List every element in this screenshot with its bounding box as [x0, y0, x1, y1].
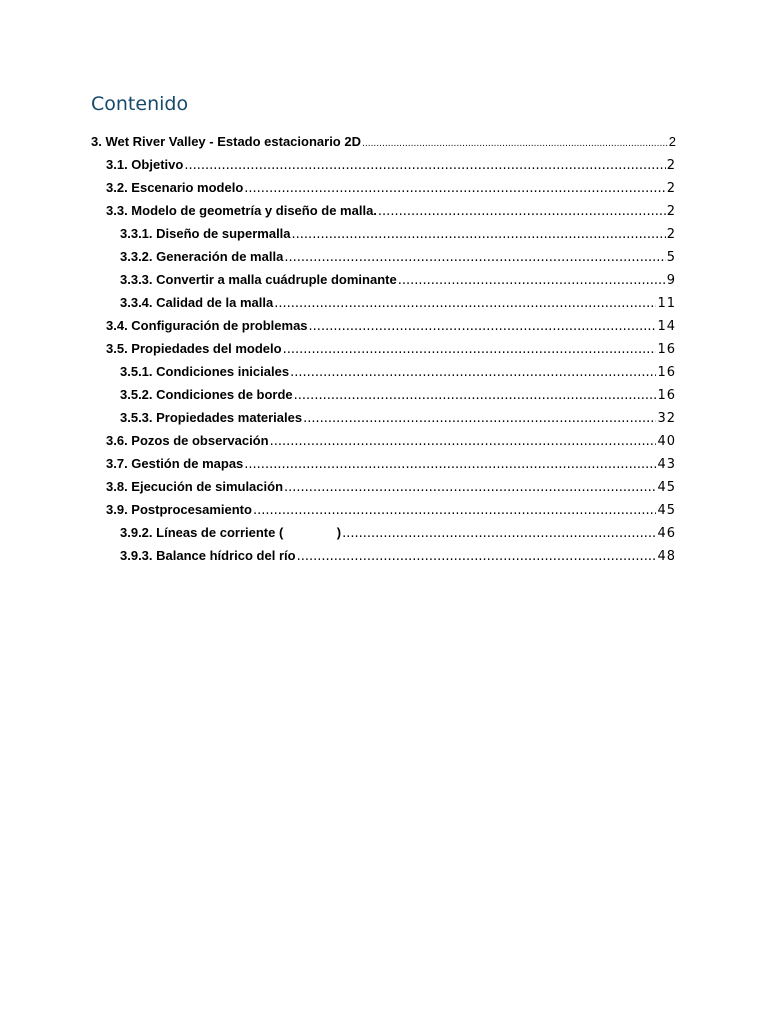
- toc-leader: [283, 338, 657, 360]
- toc-entry-label: 3.4. Configuración de problemas: [106, 318, 308, 333]
- toc-entry-page: 2: [668, 134, 676, 149]
- toc-entry-page: 2: [666, 158, 676, 173]
- toc-entry-page: 40: [657, 434, 676, 449]
- toc-entry[interactable]: [106, 199, 676, 222]
- toc-entry[interactable]: [106, 314, 676, 337]
- toc-leader: [362, 133, 668, 153]
- toc-entry-label: 3.3.4. Calidad de la malla: [120, 295, 274, 310]
- toc-entry-page: 16: [657, 388, 676, 403]
- toc-entry[interactable]: [120, 291, 676, 314]
- toc-entry-label: 3.5.1. Condiciones iniciales: [120, 364, 290, 379]
- toc-entry-label: 3.5.3. Propiedades materiales: [120, 410, 303, 425]
- toc-entry-page: 9: [666, 273, 676, 288]
- toc-entry-page: 2: [666, 227, 676, 242]
- toc-leader: [244, 177, 665, 199]
- toc-entry[interactable]: [106, 337, 676, 360]
- toc-entry-label: 3.3. Modelo de geometría y diseño de malla.: [106, 203, 377, 218]
- toc-entry-page: 46: [657, 526, 676, 541]
- toc-entry-page: 2: [666, 204, 676, 219]
- toc-entry[interactable]: [106, 475, 676, 498]
- toc-entry-label: 3.6. Pozos de observación: [106, 433, 269, 448]
- toc-entry-label: 3.3.2. Generación de malla: [120, 249, 284, 264]
- toc-entry[interactable]: [106, 452, 676, 475]
- toc-entry-page: 16: [657, 365, 676, 380]
- toc-leader: [309, 315, 657, 337]
- toc-leader: [294, 384, 657, 406]
- toc-entry[interactable]: [120, 222, 676, 245]
- toc-leader: [270, 430, 657, 452]
- toc-entry[interactable]: [120, 245, 676, 268]
- toc-entry-page: 45: [657, 480, 676, 495]
- toc-leader: [284, 246, 665, 268]
- toc-entry-label: 3.9. Postprocesamiento: [106, 502, 252, 517]
- toc-entry-label: 3.9.3. Balance hídrico del río: [120, 548, 296, 563]
- toc-entry-page: 45: [657, 503, 676, 518]
- toc-leader: [378, 200, 666, 222]
- toc-entry-page: 48: [657, 549, 676, 564]
- toc-entry[interactable]: [91, 130, 676, 153]
- toc-entry-label: 3.9.2. Líneas de corriente (: [120, 525, 284, 540]
- toc-entry-page: 43: [657, 457, 676, 472]
- toc-entry-page: 16: [657, 342, 676, 357]
- toc-entry-page: 32: [657, 411, 676, 426]
- toc-leader: [292, 223, 666, 245]
- table-of-contents: [0, 130, 768, 567]
- toc-entry[interactable]: [106, 176, 676, 199]
- toc-entry-label: 3.1. Objetivo: [106, 157, 184, 172]
- toc-entry-page: 5: [666, 250, 676, 265]
- toc-entry[interactable]: [120, 521, 676, 544]
- toc-entry-label: 3.5.2. Condiciones de borde: [120, 387, 293, 402]
- toc-entry-label: 3. Wet River Valley - Estado estacionario 2D: [91, 134, 361, 149]
- toc-entry[interactable]: [120, 406, 676, 429]
- toc-leader: [398, 269, 666, 291]
- toc-entry[interactable]: [106, 498, 676, 521]
- toc-leader: [184, 154, 665, 176]
- toc-entry-label: 3.5. Propiedades del modelo: [106, 341, 282, 356]
- toc-entry-label: 3.3.1. Diseño de supermalla: [120, 226, 291, 241]
- toc-leader: [244, 453, 656, 475]
- toc-entry[interactable]: [120, 383, 676, 406]
- toc-entry[interactable]: [120, 268, 676, 291]
- toc-entry[interactable]: [120, 544, 676, 567]
- toc-entry-label: 3.2. Escenario modelo: [106, 180, 244, 195]
- toc-leader: [274, 292, 656, 314]
- toc-leader: [290, 361, 656, 383]
- toc-title: Contenido: [91, 93, 189, 115]
- toc-entry-label: 3.3.3. Convertir a malla cuádruple dominante: [120, 272, 397, 287]
- toc-leader: [284, 476, 656, 498]
- toc-leader: [297, 545, 657, 567]
- toc-leader: [303, 407, 656, 429]
- toc-entry-label: 3.8. Ejecución de simulación: [106, 479, 284, 494]
- toc-entry-label: 3.7. Gestión de mapas: [106, 456, 244, 471]
- toc-entry-page: 2: [666, 181, 676, 196]
- toc-leader: [253, 499, 657, 521]
- toc-entry[interactable]: [106, 153, 676, 176]
- toc-entry-page: 14: [657, 319, 676, 334]
- toc-entry-page: 11: [657, 296, 676, 311]
- toc-entry-label-suffix: ): [336, 525, 342, 540]
- toc-entry[interactable]: [120, 360, 676, 383]
- toc-leader: [342, 522, 656, 544]
- toc-entry[interactable]: [106, 429, 676, 452]
